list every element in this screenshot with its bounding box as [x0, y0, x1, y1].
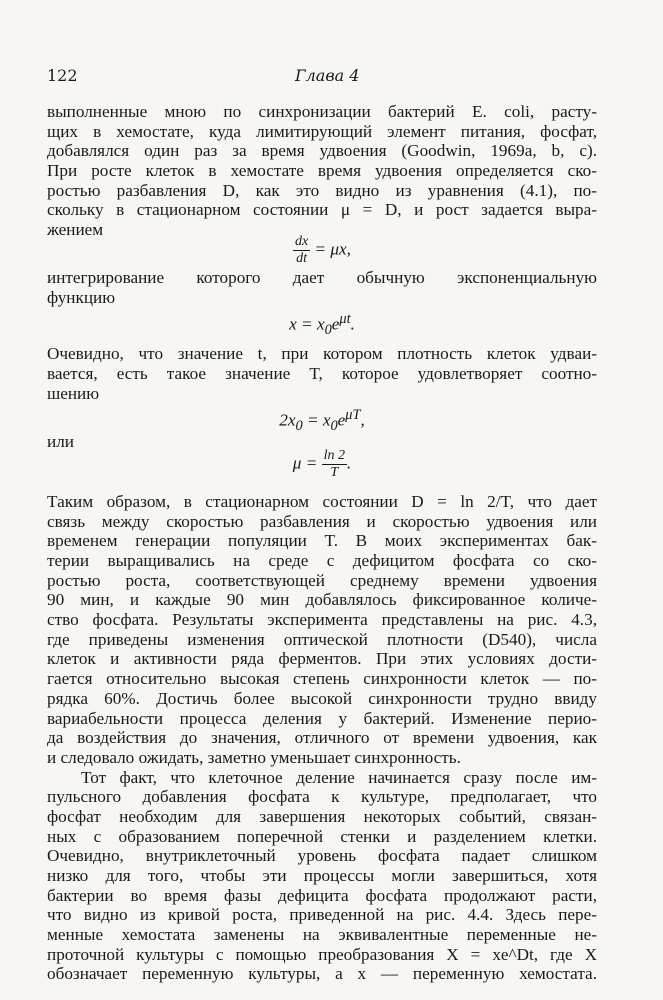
equation-superscript: μt	[339, 311, 351, 328]
text-line: ство фосфата. Результаты эксперимента представлены на рис. 4.3,	[47, 610, 597, 630]
equation-part: e	[337, 410, 346, 430]
page-number: 122	[47, 66, 78, 85]
text-line: проточной культуры с помощью преобразования X = xe^Dt, где X	[47, 944, 597, 964]
text-line: пульсного добавления фосфата к культуре, предполагает, что	[47, 787, 597, 807]
equation-part: ,	[360, 410, 365, 430]
text-line: ростью роста, соответствующей среднему времени удвоения	[47, 570, 597, 590]
text-line: 90 мин, и каждые 90 мин добавлялось фиксированное количе-	[47, 590, 597, 610]
equation-dxdt	[47, 234, 597, 268]
text-line: рядка 60%. Достичь более высокой синхронности трудно ввиду	[47, 688, 597, 708]
equation-exponential	[47, 307, 597, 344]
text-line: гается относительно высокая степень синхронности клеток — по-	[47, 669, 597, 689]
equation-part: .	[346, 453, 352, 473]
text-line: функцию	[47, 287, 116, 307]
text-line: низко для того, чтобы эти процессы могли завершиться, хотя	[47, 866, 597, 885]
text-line: бактерии во время фазы дефицита фосфата продолжают расти,	[47, 885, 597, 905]
text-line: Очевидно, что значение t, при котором плотность клеток удваи-	[47, 344, 597, 364]
text-line: связь между скоростью разбавления и скоростью удвоения или	[47, 511, 597, 531]
text-line: ных с образованием поперечной стенки и разделением клетки.	[47, 826, 597, 846]
text-line: Таким образом, в стационарном состоянии D = ln 2/T, что дает	[47, 491, 597, 511]
text-line: интегрирование которого дает обычную экспоненциальную	[47, 267, 597, 287]
body-text	[47, 102, 597, 984]
running-head: Глава 4	[295, 66, 360, 85]
text-line: Очевидно, внутриклеточный уровень фосфата падает слишком	[47, 846, 597, 866]
text-line: и следовало ожидать, заметно уменьшает синхронность.	[47, 747, 461, 767]
text-line: жением	[47, 220, 104, 240]
fraction-numerator: ln 2	[323, 447, 345, 463]
fraction-denominator: T	[330, 464, 339, 480]
equation-subscript: 0	[295, 418, 303, 435]
text-line: менные хемостата заменены на эквивалентные переменные не-	[47, 925, 597, 945]
text-line: скольку в стационарном состоянии μ = D, и рост задается выра-	[47, 200, 597, 220]
equation-part: e	[331, 314, 340, 334]
equation-subscript: 0	[330, 418, 338, 435]
equation-doubling	[47, 403, 597, 435]
text-line-or: или	[47, 432, 74, 452]
equation-part: .	[350, 314, 355, 334]
text-line: что видно из кривой роста, приведенной на рис. 4.4. Здесь пере-	[47, 905, 597, 925]
equation-part: = x	[302, 410, 331, 430]
equation-subscript: 0	[324, 322, 332, 339]
equation-rhs: = μx,	[314, 239, 351, 259]
text-line: вается, есть такое значение T, которое удовлетворяет соотно-	[47, 363, 597, 383]
text-line: обозначает переменную культуры, а x — переменную хемостата.	[47, 964, 597, 984]
equation-superscript: μT	[345, 407, 361, 424]
fraction-denominator: dt	[296, 250, 308, 266]
text-line: шению	[47, 383, 100, 403]
text-line: добавлялся один раз за время удвоения (Goodwin, 1969a, b, c).	[47, 141, 597, 161]
text-line: временем генерации популяции T. В моих экспериментах бак-	[47, 531, 597, 551]
page-header	[47, 66, 614, 90]
fraction	[322, 448, 347, 481]
text-line: где приведены изменения оптической плотности (D540), числа	[47, 629, 597, 649]
text-line: да воздействия до значения, отличного от времени удвоения, как	[47, 728, 597, 748]
fraction	[293, 234, 310, 267]
text-line: клеток и активности ряда ферментов. При этих условиях дости-	[47, 649, 597, 669]
text-line: терии выращивались на среде с дефицитом фосфата со ско-	[47, 551, 597, 570]
equation-part: 2x	[279, 410, 296, 430]
text-line: щих в хемостате, куда лимитирующий элемент питания, фосфат,	[47, 121, 597, 141]
text-line: ростью разбавления D, как это видно из уравнения (4.1), по-	[47, 180, 597, 200]
text-line: вариабельности процесса деления у бактерий. Изменение перио-	[47, 708, 597, 728]
fraction-numerator: dx	[295, 233, 309, 249]
equation-mu	[47, 448, 597, 492]
text-line: фосфат необходим для завершения некоторых событий, связан-	[47, 806, 597, 826]
equation-part: μ =	[292, 453, 322, 473]
text-line: выполненные мною по синхронизации бактерий E. coli, расту-	[47, 102, 597, 121]
equation-part: x = x	[289, 314, 325, 334]
text-line: Тот факт, что клеточное деление начинается сразу после им-	[81, 767, 597, 787]
text-line: При росте клеток в хемостате время удвоения определяется ско-	[47, 161, 597, 181]
